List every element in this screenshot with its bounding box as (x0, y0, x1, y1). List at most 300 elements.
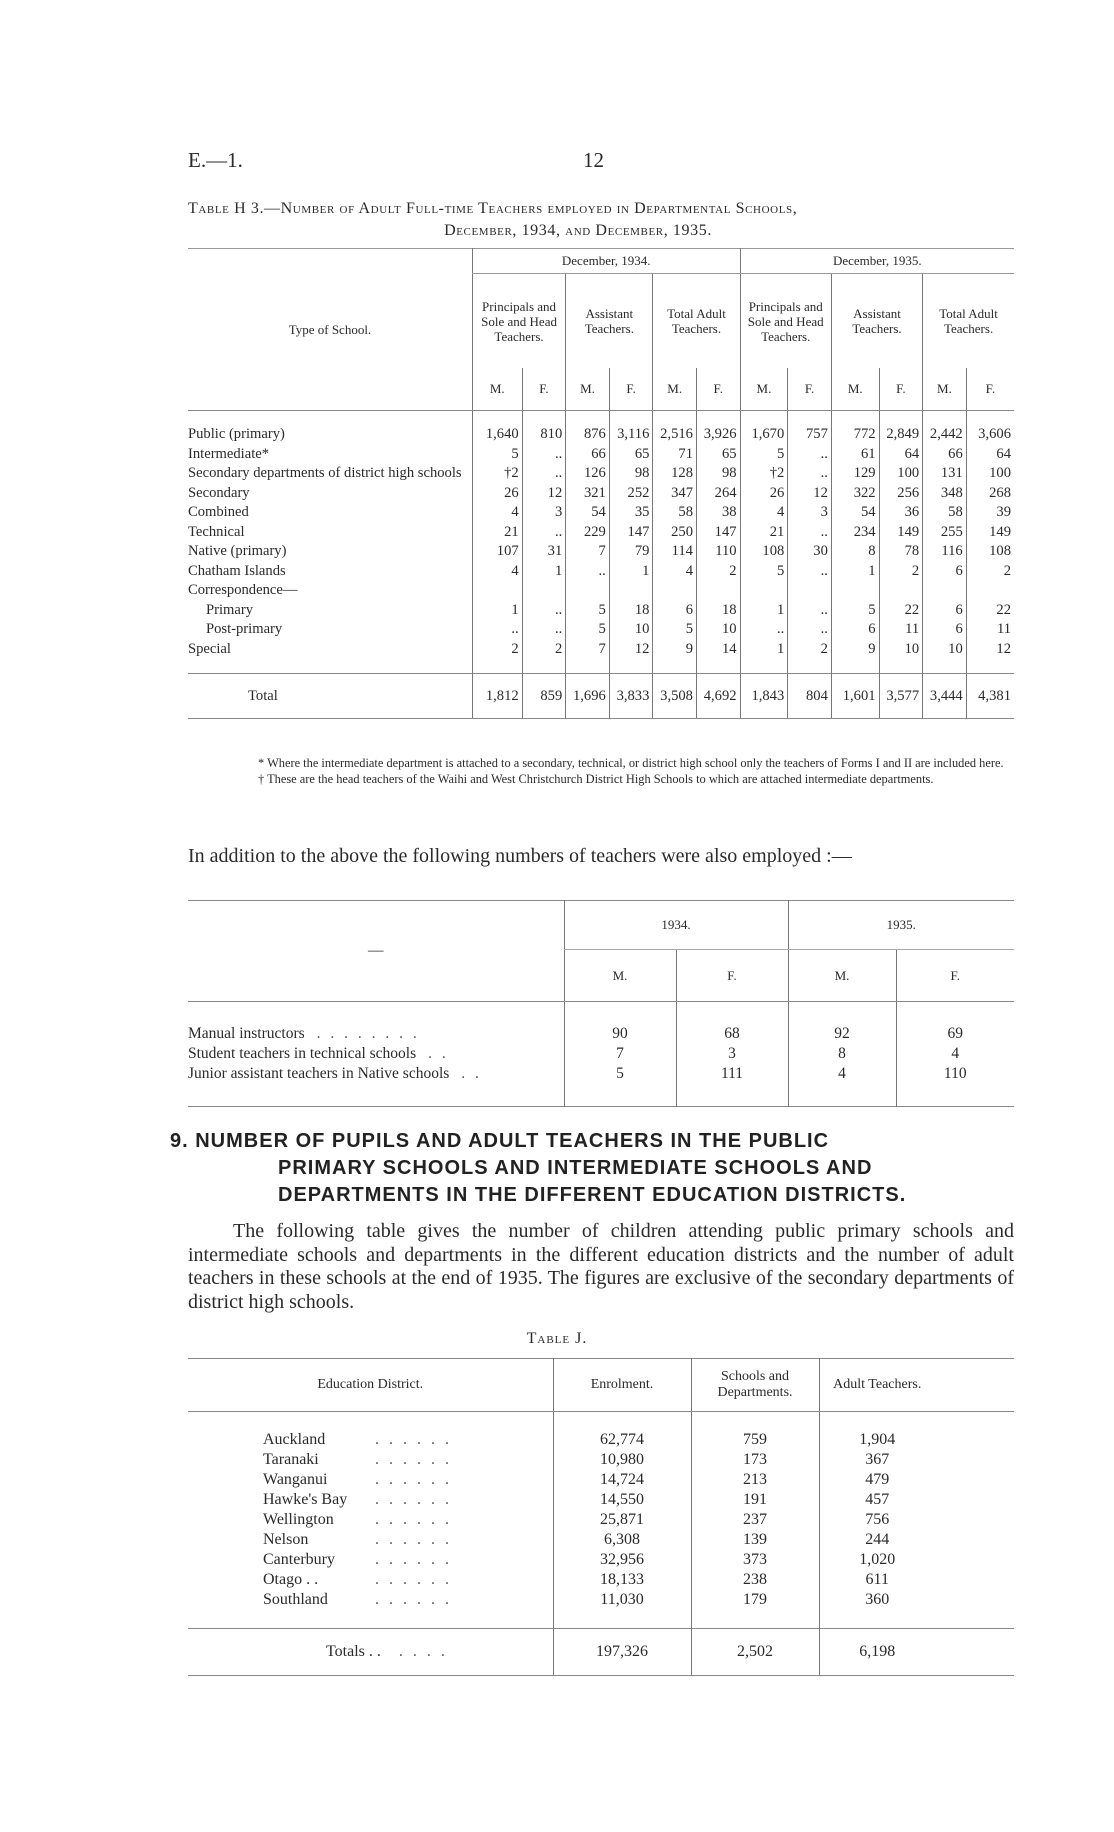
enrolment-cell: 32,956 (553, 1550, 691, 1570)
caption-line-2: December, 1934, and December, 1935. (444, 222, 712, 239)
table-cell: 5 (740, 562, 788, 582)
table-cell: 100 (879, 464, 923, 484)
total-cell: 804 (788, 674, 832, 719)
district-name: Hawke's Bay (263, 1491, 348, 1508)
table-cell: 5 (740, 445, 788, 465)
empty-cell (935, 1450, 1014, 1470)
table-j (188, 1358, 1014, 1676)
table-row (188, 1550, 1014, 1570)
row-label (188, 1064, 564, 1084)
table-cell: 149 (966, 523, 1014, 543)
table-cell: 26 (740, 484, 788, 504)
district-cell (188, 1490, 553, 1510)
table-cell: 100 (966, 464, 1014, 484)
period-1935-header: December, 1935. (740, 249, 1014, 274)
female-header: F. (696, 368, 740, 411)
table-cell: 7 (566, 542, 610, 562)
total-cell: 3,833 (609, 674, 653, 719)
totals-label: Totals . . (326, 1643, 381, 1660)
table-cell: .. (522, 523, 566, 543)
table-j-caption: Table J. (526, 1330, 588, 1347)
table-cell: 268 (966, 484, 1014, 504)
table-cell: 65 (609, 445, 653, 465)
table-row (188, 464, 1014, 484)
table-cell: 3,926 (696, 425, 740, 445)
spacer-cell (188, 1610, 553, 1629)
enrolment-cell: 14,550 (553, 1490, 691, 1510)
table-cell: 64 (966, 445, 1014, 465)
empty-cell (935, 1490, 1014, 1510)
spacer-row (188, 1610, 1014, 1629)
enrolment-cell: 14,724 (553, 1470, 691, 1490)
row-label-text: Special (188, 640, 231, 657)
table-cell: 2,849 (879, 425, 923, 445)
table-row (188, 1470, 1014, 1490)
schools-cell: 139 (691, 1530, 819, 1550)
row-label-text: Combined (188, 504, 249, 521)
male-header: M. (564, 950, 676, 1002)
table-cell: 61 (831, 445, 879, 465)
leader-dots: . . . . . . (375, 1491, 452, 1508)
table-cell: 108 (966, 542, 1014, 562)
spacer-cell (564, 1084, 676, 1107)
table-cell: 2 (788, 640, 832, 660)
female-header: F. (879, 368, 923, 411)
year-1935-header: 1935. (788, 901, 1014, 950)
female-header: F. (522, 368, 566, 411)
spacer-cell (966, 659, 1014, 674)
table-cell: 147 (609, 523, 653, 543)
table-cell (566, 581, 610, 601)
table-cell: 10 (609, 620, 653, 640)
male-header: M. (472, 368, 522, 411)
schools-cell: 179 (691, 1590, 819, 1610)
spacer-cell (819, 1610, 935, 1629)
empty-cell (935, 1590, 1014, 1610)
leader-dots: . . . . . . (375, 1571, 452, 1588)
table-cell: 14 (696, 640, 740, 660)
district-header: Education District. (188, 1359, 553, 1412)
table-cell: 4 (788, 1064, 896, 1084)
enrolment-cell: 62,774 (553, 1430, 691, 1450)
table-row (188, 503, 1014, 523)
period-1934-header: December, 1934. (472, 249, 740, 274)
footnote-head-teachers: † These are the head teachers of the Waihi and West Christchurch District High Schools to which are attached intermediate departments. (258, 771, 934, 786)
table-cell: 1 (472, 601, 522, 621)
table-cell: .. (788, 523, 832, 543)
enrolment-header: Enrolment. (553, 1359, 691, 1412)
table-extra-teachers (188, 900, 1014, 1107)
table-row (188, 1024, 1014, 1044)
district-name: Wanganui (263, 1471, 328, 1488)
spacer-cell (896, 1084, 1014, 1107)
extra-table-dash: — (188, 901, 564, 1002)
table-h3-footnotes (188, 756, 1014, 787)
table-cell: 35 (609, 503, 653, 523)
assistant-header-1934: Assistant Teachers. (566, 274, 653, 369)
schools-cell: 213 (691, 1470, 819, 1490)
row-label (188, 562, 472, 582)
district-name: Auckland (263, 1431, 326, 1448)
table-cell (522, 581, 566, 601)
leader-dots: . . . . . . (375, 1531, 452, 1548)
table-cell: 4 (653, 562, 697, 582)
district-cell (188, 1570, 553, 1590)
table-cell: 1 (740, 640, 788, 660)
table-cell: 39 (966, 503, 1014, 523)
total-cell: 4,381 (966, 674, 1014, 719)
row-label-text: Native (primary) (188, 543, 287, 560)
total-header-1934: Total Adult Teachers. (653, 274, 740, 369)
male-header: M. (566, 368, 610, 411)
table-cell: 18 (696, 601, 740, 621)
table-cell: 5 (831, 601, 879, 621)
table-cell: 876 (566, 425, 610, 445)
table-cell: 18 (609, 601, 653, 621)
table-cell: 21 (740, 523, 788, 543)
leader-dots: . . . . . . (375, 1511, 452, 1528)
paragraph-additional-teachers: In addition to the above the following numbers of teachers were also employed :— (188, 845, 852, 867)
male-header: M. (923, 368, 967, 411)
leader-dots: . . . . . . . . (316, 1025, 420, 1042)
table-cell: 6 (831, 620, 879, 640)
table-cell: .. (522, 620, 566, 640)
total-row (188, 674, 1014, 719)
row-label-text: Post-primary (206, 621, 283, 638)
table-cell: .. (788, 601, 832, 621)
female-header: F. (676, 950, 788, 1002)
female-header: F. (896, 950, 1014, 1002)
table-cell: 12 (966, 640, 1014, 660)
empty-cell (935, 1570, 1014, 1590)
schools-cell: 173 (691, 1450, 819, 1470)
row-label-text: Student teachers in technical schools (188, 1045, 417, 1062)
leader-dots: . . . . . . (375, 1451, 452, 1468)
spacer-cell (553, 1610, 691, 1629)
table-row (188, 484, 1014, 504)
table-h3-body (188, 411, 1014, 719)
total-cell: 4,692 (696, 674, 740, 719)
district-name: Nelson (263, 1531, 309, 1548)
district-cell (188, 1450, 553, 1470)
row-label-text: Primary (206, 601, 254, 618)
table-cell: 11 (966, 620, 1014, 640)
table-cell: .. (522, 601, 566, 621)
table-cell: 2,442 (923, 425, 967, 445)
table-cell: 10 (879, 640, 923, 660)
table-cell: 58 (923, 503, 967, 523)
empty-cell (935, 1550, 1014, 1570)
table-cell: 5 (566, 601, 610, 621)
female-header: F. (788, 368, 832, 411)
spacer-cell (788, 659, 832, 674)
table-cell: 810 (522, 425, 566, 445)
table-cell: .. (472, 620, 522, 640)
table-cell: 7 (564, 1044, 676, 1064)
total-cell: 3,444 (923, 674, 967, 719)
table-cell: 6 (923, 620, 967, 640)
table-cell: 1 (522, 562, 566, 582)
table-cell: 111 (676, 1064, 788, 1084)
table-row (188, 523, 1014, 543)
table-cell: 38 (696, 503, 740, 523)
table-cell: 5 (472, 445, 522, 465)
teachers-cell: 479 (819, 1470, 935, 1490)
teachers-cell: 1,020 (819, 1550, 935, 1570)
leader-dots: . . . . . . (375, 1471, 452, 1488)
year-1934-header: 1934. (564, 901, 788, 950)
table-cell: 234 (831, 523, 879, 543)
empty-cell (935, 1470, 1014, 1490)
table-cell: 110 (896, 1064, 1014, 1084)
table-row (188, 1510, 1014, 1530)
row-label (188, 445, 472, 465)
table-cell: 3 (522, 503, 566, 523)
table-row (188, 542, 1014, 562)
district-cell (188, 1470, 553, 1490)
section-heading-line-1: 9. NUMBER OF PUPILS AND ADULT TEACHERS IN THE PUBLIC (170, 1130, 830, 1152)
page-number: 12 (583, 148, 604, 172)
district-cell (188, 1430, 553, 1450)
row-label-text: Intermediate* (188, 445, 270, 462)
empty-cell (935, 1530, 1014, 1550)
table-cell: 30 (788, 542, 832, 562)
table-cell: 322 (831, 484, 879, 504)
table-cell: .. (788, 464, 832, 484)
table-row (188, 1590, 1014, 1610)
spacer-cell (653, 659, 697, 674)
total-cell: 3,577 (879, 674, 923, 719)
table-cell: 1 (831, 562, 879, 582)
table-cell: 149 (879, 523, 923, 543)
teachers-cell: 367 (819, 1450, 935, 1470)
table-cell: 78 (879, 542, 923, 562)
table-cell: .. (522, 464, 566, 484)
spacer-cell (923, 659, 967, 674)
total-cell: 1,601 (831, 674, 879, 719)
leader-dots: . . (461, 1065, 482, 1082)
table-cell: .. (566, 562, 610, 582)
table-cell: 3 (788, 503, 832, 523)
total-label: Total (188, 674, 472, 719)
table-cell: 58 (653, 503, 697, 523)
table-cell: 108 (740, 542, 788, 562)
totals-row (188, 1629, 1014, 1676)
table-cell (696, 581, 740, 601)
table-cell: 69 (896, 1024, 1014, 1044)
table-cell: 8 (788, 1044, 896, 1064)
footnote-intermediate: * Where the intermediate department is attached to a secondary, technical, or district high school only the teachers of Forms I and II are included here. (258, 756, 1004, 770)
table-row (188, 581, 1014, 601)
enrolment-cell: 11,030 (553, 1590, 691, 1610)
total-cell: 1,843 (740, 674, 788, 719)
teachers-cell: 244 (819, 1530, 935, 1550)
row-label-text: Technical (188, 523, 245, 540)
section-heading-line-2: PRIMARY SCHOOLS AND INTERMEDIATE SCHOOLS AND (278, 1157, 873, 1179)
table-row (188, 1490, 1014, 1510)
totals-label-cell (188, 1629, 553, 1676)
table-cell: 2 (696, 562, 740, 582)
table-row (188, 620, 1014, 640)
table-row (188, 1430, 1014, 1450)
total-cell: 1,812 (472, 674, 522, 719)
spacer-cell (740, 659, 788, 674)
page-header (188, 148, 1008, 178)
spacer-cell (188, 659, 472, 674)
male-header: M. (740, 368, 788, 411)
table-cell: 66 (566, 445, 610, 465)
spacer-cell (609, 659, 653, 674)
table-cell (788, 581, 832, 601)
table-cell: 54 (566, 503, 610, 523)
table-cell: 10 (923, 640, 967, 660)
row-label-text: Secondary departments of district high schools (188, 465, 462, 482)
schools-cell: 238 (691, 1570, 819, 1590)
table-row (188, 425, 1014, 445)
table-cell: 71 (653, 445, 697, 465)
row-label (188, 620, 472, 640)
table-cell: 347 (653, 484, 697, 504)
table-cell: 54 (831, 503, 879, 523)
empty-header (935, 1359, 1014, 1412)
table-cell (740, 581, 788, 601)
table-cell: 31 (522, 542, 566, 562)
table-cell: 4 (472, 562, 522, 582)
schools-cell: 191 (691, 1490, 819, 1510)
table-cell: 147 (696, 523, 740, 543)
spacer-cell (935, 1610, 1014, 1629)
spacer-cell (472, 659, 522, 674)
table-cell: 66 (923, 445, 967, 465)
table-cell: 264 (696, 484, 740, 504)
schools-cell: 373 (691, 1550, 819, 1570)
table-cell: 9 (831, 640, 879, 660)
spacer-row (188, 659, 1014, 674)
spacer-cell (788, 1084, 896, 1107)
table-cell: 255 (923, 523, 967, 543)
table-cell: 12 (609, 640, 653, 660)
total-teachers: 6,198 (819, 1629, 935, 1676)
empty-cell (935, 1629, 1014, 1676)
teachers-cell: 360 (819, 1590, 935, 1610)
table-cell (879, 581, 923, 601)
table-extra-body (188, 1002, 1014, 1107)
table-cell: 1,640 (472, 425, 522, 445)
table-cell: 107 (472, 542, 522, 562)
row-label-text: Public (primary) (188, 426, 285, 443)
male-header: M. (653, 368, 697, 411)
table-cell: 2 (472, 640, 522, 660)
district-cell (188, 1530, 553, 1550)
table-row (188, 1064, 1014, 1084)
table-cell: 250 (653, 523, 697, 543)
teachers-cell: 611 (819, 1570, 935, 1590)
table-row (188, 1044, 1014, 1064)
row-label (188, 581, 472, 601)
spacer-cell (691, 1610, 819, 1629)
table-row (188, 1450, 1014, 1470)
spacer-cell (696, 659, 740, 674)
table-cell: 128 (653, 464, 697, 484)
table-cell: 36 (879, 503, 923, 523)
table-h3-caption (188, 198, 1008, 242)
row-label-text: Manual instructors (188, 1025, 305, 1042)
table-cell: 4 (896, 1044, 1014, 1064)
row-label (188, 542, 472, 562)
schools-header: Schools and Departments. (691, 1359, 819, 1412)
assistant-header-1935: Assistant Teachers. (831, 274, 922, 369)
table-cell: †2 (472, 464, 522, 484)
table-cell: 6 (653, 601, 697, 621)
teachers-cell: 457 (819, 1490, 935, 1510)
principals-header-1935: Principals and Sole and Head Teachers. (740, 274, 831, 369)
row-label (188, 503, 472, 523)
table-cell: 757 (788, 425, 832, 445)
row-label (188, 484, 472, 504)
row-label-text: Secondary (188, 484, 250, 501)
table-cell: 4 (740, 503, 788, 523)
table-cell: 2 (522, 640, 566, 660)
district-name: Canterbury (263, 1551, 335, 1568)
district-name: Taranaki (263, 1451, 319, 1468)
table-cell: 11 (879, 620, 923, 640)
empty-cell (935, 1430, 1014, 1450)
principals-header-1934: Principals and Sole and Head Teachers. (472, 274, 565, 369)
spacer-row (188, 1084, 1014, 1107)
table-cell: 2 (966, 562, 1014, 582)
table-h3 (188, 248, 1014, 719)
table-cell: 8 (831, 542, 879, 562)
table-cell: 3 (676, 1044, 788, 1064)
table-cell (966, 581, 1014, 601)
total-cell: 3,508 (653, 674, 697, 719)
district-name: Southland (263, 1591, 328, 1608)
table-cell: 98 (609, 464, 653, 484)
table-row (188, 640, 1014, 660)
enrolment-cell: 6,308 (553, 1530, 691, 1550)
caption-line-1: Table H 3.—Number of Adult Full-time Teachers employed in Departmental Schools, (188, 200, 798, 217)
table-cell: 6 (923, 562, 967, 582)
total-enrolment: 197,326 (553, 1629, 691, 1676)
type-of-school-header: Type of School. (188, 249, 472, 411)
total-header-1935: Total Adult Teachers. (923, 274, 1014, 369)
teachers-cell: 1,904 (819, 1430, 935, 1450)
paragraph-table-j-intro: The following table gives the number of children attending public primary schools and intermediate schools and departments in the different education districts and the number of adult teachers in these schools at the end of 1935. The figures are exclusive of the secondary departments of district high schools. (188, 1220, 1014, 1313)
table-cell: 10 (696, 620, 740, 640)
table-cell: 68 (676, 1024, 788, 1044)
total-cell: 1,696 (566, 674, 610, 719)
table-cell: 256 (879, 484, 923, 504)
table-cell: 98 (696, 464, 740, 484)
table-cell: 5 (653, 620, 697, 640)
schools-cell: 759 (691, 1430, 819, 1450)
section-heading-line-3: DEPARTMENTS IN THE DIFFERENT EDUCATION DISTRICTS. (278, 1184, 907, 1206)
table-cell: 26 (472, 484, 522, 504)
district-name: Wellington (263, 1511, 334, 1528)
table-row (188, 601, 1014, 621)
table-cell: 131 (923, 464, 967, 484)
spacer-cell (879, 659, 923, 674)
female-header: F. (966, 368, 1014, 411)
table-cell: 114 (653, 542, 697, 562)
table-cell: 12 (788, 484, 832, 504)
empty-cell (935, 1510, 1014, 1530)
table-cell: .. (788, 562, 832, 582)
row-label-text: Chatham Islands (188, 562, 286, 579)
table-cell: 126 (566, 464, 610, 484)
leader-dots: . . . . . . (375, 1551, 452, 1568)
leader-dots: . . . . . . (375, 1591, 452, 1608)
